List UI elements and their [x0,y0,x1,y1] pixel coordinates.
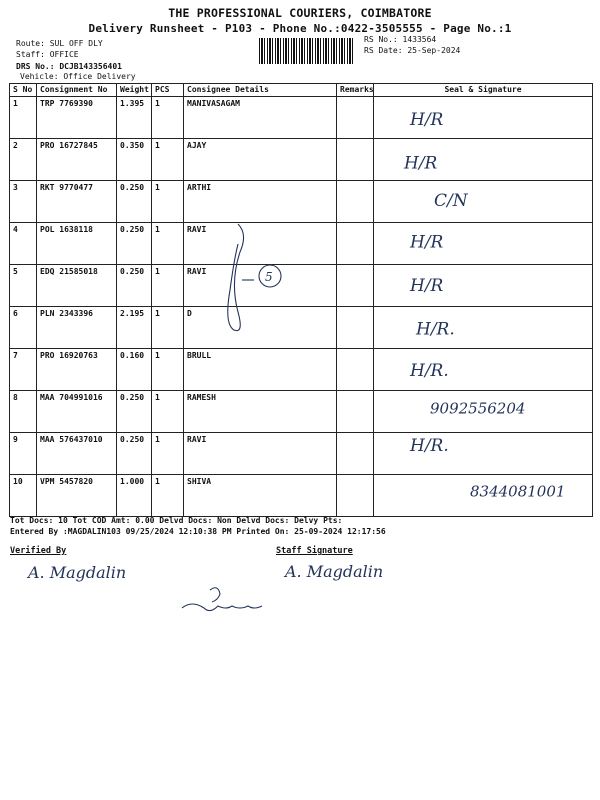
cell-sno: 8 [10,391,37,433]
cell-sno: 3 [10,181,37,223]
cell-sno: 10 [10,475,37,517]
cell-consignment: PRO 16920763 [37,349,117,391]
cell-pcs: 1 [152,97,184,139]
cell-consignee: BRULL [184,349,337,391]
cell-consignment: MAA 576437010 [37,433,117,475]
handwritten-bracket [228,224,244,331]
cell-pcs: 1 [152,139,184,181]
cell-weight: 0.250 [117,433,152,475]
column-header: Seal & Signature [374,84,593,97]
cell-consignee: RAVI [184,223,337,265]
cell-pcs: 1 [152,181,184,223]
cell-sno: 2 [10,139,37,181]
cell-weight: 0.250 [117,181,152,223]
handwritten-seal-text: H/R [404,153,438,174]
handwritten-seal-text: H/R [410,110,444,130]
cell-sno: 1 [10,97,37,139]
cell-weight: 0.160 [117,349,152,391]
handwritten-seal-text: C/N [434,191,468,211]
cell-consignment: TRP 7769390 [37,97,117,139]
cell-weight: 1.000 [117,475,152,517]
company-title: THE PROFESSIONAL COURIERS, COIMBATORE [168,6,432,20]
cell-sno: 4 [10,223,37,265]
cell-sno: 6 [10,307,37,349]
column-header: Remarks [337,84,374,97]
cell-pcs: 1 [152,223,184,265]
cell-consignment: VPM 5457820 [37,475,117,517]
cell-sno: 5 [10,265,37,307]
cell-weight: 0.250 [117,223,152,265]
cell-pcs: 1 [152,307,184,349]
handwritten-seal-text: H/R. [410,436,449,456]
column-header: Consignee Details [184,84,337,97]
cell-consignment: RKT 9770477 [37,181,117,223]
runsheet-subtitle: Delivery Runsheet - P103 - Phone No.:0422-3505555 - Page No.:1 [88,22,512,35]
seal-signatures [403,110,565,501]
cell-sno: 7 [10,349,37,391]
cell-consignment: MAA 704991016 [37,391,117,433]
totals-line: Tot Docs: 10 Tot COD Amt: 0.00 Delvd Docs: Non Delvd Docs: Delvy Pts: [10,516,343,525]
column-header: PCS [152,84,184,97]
route-text: Route: SUL OFF DLY [16,39,103,48]
cell-consignee: SHIVA [184,475,337,517]
vehicle-text: Vehicle: Office Delivery [20,72,136,81]
cell-weight: 0.350 [117,139,152,181]
staff-signature: A. Magdalin [285,562,384,581]
handwritten-seal-text: H/R [410,232,444,253]
staff-text: Staff: OFFICE [16,50,79,59]
cell-weight: 2.195 [117,307,152,349]
cell-consignment: EDQ 21585018 [37,265,117,307]
handwritten-seal-text: 9092556204 [430,399,526,418]
cell-consignee: RAVI [184,265,337,307]
handwritten-seal-text: H/R. [416,319,455,340]
column-header: S No [10,84,37,97]
handwritten-circle-number: 5 [265,270,273,284]
rs-date: RS Date: 25-Sep-2024 [364,46,461,55]
column-header: Weight [117,84,152,97]
cell-pcs: 1 [152,265,184,307]
verified-signature: A. Magdalin [28,563,127,582]
cell-consignment: PRO 16727845 [37,139,117,181]
staff-signature-label: Staff Signature [276,546,353,556]
handwritten-seal-text: H/R [410,276,444,296]
cell-sno: 9 [10,433,37,475]
cell-pcs: 1 [152,433,184,475]
cell-pcs: 1 [152,349,184,391]
cell-consignment: POL 1638118 [37,223,117,265]
drs-number: DRS No.: DCJB143356401 [16,62,122,71]
cell-consignee: RAVI [184,433,337,475]
column-header: Consignment No [37,84,117,97]
cell-consignee: AJAY [184,139,337,181]
cell-consignee: D [184,307,337,349]
cell-consignee: MANIVASAGAM [184,97,337,139]
cell-pcs: 1 [152,391,184,433]
verified-by-label: Verified By [10,546,67,556]
entered-by-line: Entered By :MAGDALIN103 09/25/2024 12:10:38 PM Printed On: 25-09-2024 12:17:56 [10,527,386,536]
cell-weight: 0.250 [117,265,152,307]
cell-weight: 0.250 [117,391,152,433]
cell-pcs: 1 [152,475,184,517]
cell-weight: 1.395 [117,97,152,139]
cell-consignee: ARTHI [184,181,337,223]
initials-scribble [182,588,262,611]
handwritten-seal-text: H/R. [410,361,449,381]
handwritten-seal-text: 8344081001 [470,482,566,501]
cell-consignment: PLN 2343396 [37,307,117,349]
cell-consignee: RAMESH [184,391,337,433]
rs-number: RS No.: 1433564 [364,35,437,44]
